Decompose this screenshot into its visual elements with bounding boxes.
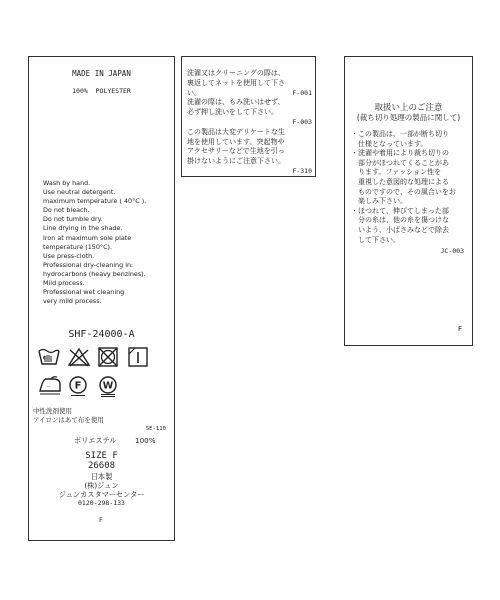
line-dry-shade-icon [127, 347, 149, 367]
cutoff-subtitle: (裁ち切り処理の製品に関して) [356, 113, 461, 122]
wet-clean-w-icon [97, 375, 119, 397]
cutoff-line: ものですので、その風合いをお [351, 187, 456, 196]
wash-line: 掛けないようにご注意下さい。 [187, 157, 285, 166]
wash-line: 洗濯の際は、もみ洗いはせず、 [187, 98, 285, 107]
cutoff-line: ・ほつれて、伸びてしまった部 [351, 206, 449, 215]
cutoff-footer-letter: F [457, 325, 462, 333]
care-line: Professional dry-cleaning in: [43, 260, 134, 269]
care-line: Do not tumble dry. [43, 215, 103, 224]
wet-clean-w-letter: W [102, 380, 114, 392]
care-line: Iron at maximum sole plate [43, 233, 132, 242]
wash-line: この製品は大変デリケートな生 [187, 127, 285, 136]
cutoff-line: 分の糸は、他の糸を傷つけな [351, 216, 449, 225]
care-symbols-row-1 [35, 347, 170, 369]
material-jp: ポリエステル [74, 436, 117, 445]
phone-number: 0120-298-133 [78, 499, 125, 507]
care-line: Professional wet cleaning [43, 288, 125, 297]
care-line: very mild process. [43, 297, 102, 306]
care-line: Mild process. [43, 279, 85, 288]
care-line: Do not bleach. [43, 206, 90, 215]
country-jp: 日本製 [90, 472, 113, 481]
cutoff-notes [351, 130, 456, 245]
hand-wash-icon [37, 347, 61, 367]
wash-line: い。 [187, 88, 201, 97]
customer-center: ジュンカスタマーセンター [58, 490, 145, 499]
company-name: (株)ジュン [84, 481, 119, 490]
wash-line: 裏返してネットを使用して下さ [187, 78, 285, 87]
wash-code: F-310 [292, 166, 312, 175]
wash-code: F-001 [292, 88, 312, 97]
dry-clean-f-letter: F [74, 380, 82, 392]
care-line: Use press-cloth. [43, 251, 95, 260]
main-footer-letter: F [99, 516, 103, 524]
cutoff-code: JC-003 [440, 247, 464, 255]
cutoff-line: 重視した意図的な処理による [351, 177, 449, 186]
cutoff-line: して下さい。 [351, 235, 400, 244]
composition-text: 100% POLYESTER [72, 87, 131, 95]
care-line: hydrocarbons (heavy benzines). [43, 269, 146, 278]
style-code: SHF-24000-A [68, 329, 135, 340]
care-symbols-row-2 [35, 375, 170, 397]
wash-line: 洗濯又はクリーニングの際は、 [187, 69, 285, 77]
cutoff-line: 仕様となっています。 [351, 139, 428, 148]
detergent-note: 中性洗剤使用 [33, 407, 72, 415]
iron-dots: ·· [47, 384, 51, 391]
iron-note: アイロンはあて布を使用 [33, 416, 104, 424]
wash-code: F-003 [292, 117, 312, 126]
no-tumble-dry-icon [97, 347, 119, 367]
cutoff-line: ります。ファッション性を [351, 168, 442, 177]
symbol-code: SE-110 [145, 426, 166, 432]
wash-line: 必ず押し洗いをして下さい。 [187, 108, 278, 117]
main-care-label [28, 56, 175, 541]
cutoff-title: 取扱い上のご注意 [374, 103, 443, 113]
size-text: SIZE F [85, 451, 118, 461]
made-in-text: MADE IN JAPAN [72, 69, 131, 78]
care-instructions-en [43, 179, 146, 306]
washing-notes-label [181, 56, 316, 177]
cutoff-line: ・洗濯や着用により裁ち切りの [351, 149, 449, 158]
care-line: Use neutral detergent. [43, 188, 116, 197]
material-percent: 100% [135, 436, 156, 445]
cutoff-line: ・この製品は、一部が断ち切り [351, 130, 449, 138]
care-line: Wash by hand. [43, 179, 91, 187]
wash-line: アクセサリーなどで生地を引っ [187, 147, 285, 156]
no-bleach-icon [67, 347, 91, 367]
care-line: temperature (150°C). [43, 242, 113, 251]
iron-medium-icon [37, 375, 63, 395]
cutoff-line: 楽しみ下さい。 [351, 197, 407, 206]
wash-line: 地を使用しています。突起物や [187, 137, 285, 146]
care-line: Line drying in the shade. [43, 224, 123, 233]
care-line: maximum temperature ( 40°C ). [43, 197, 147, 206]
dry-clean-f-icon [67, 375, 89, 397]
washing-notes [187, 69, 312, 177]
cutoff-line: いよう、小ばさみなどで除去 [351, 225, 449, 234]
cutoff-handling-label [344, 56, 473, 346]
cutoff-line: 部分がほつれてくることがあ [351, 158, 449, 167]
product-number: 26608 [87, 461, 116, 471]
